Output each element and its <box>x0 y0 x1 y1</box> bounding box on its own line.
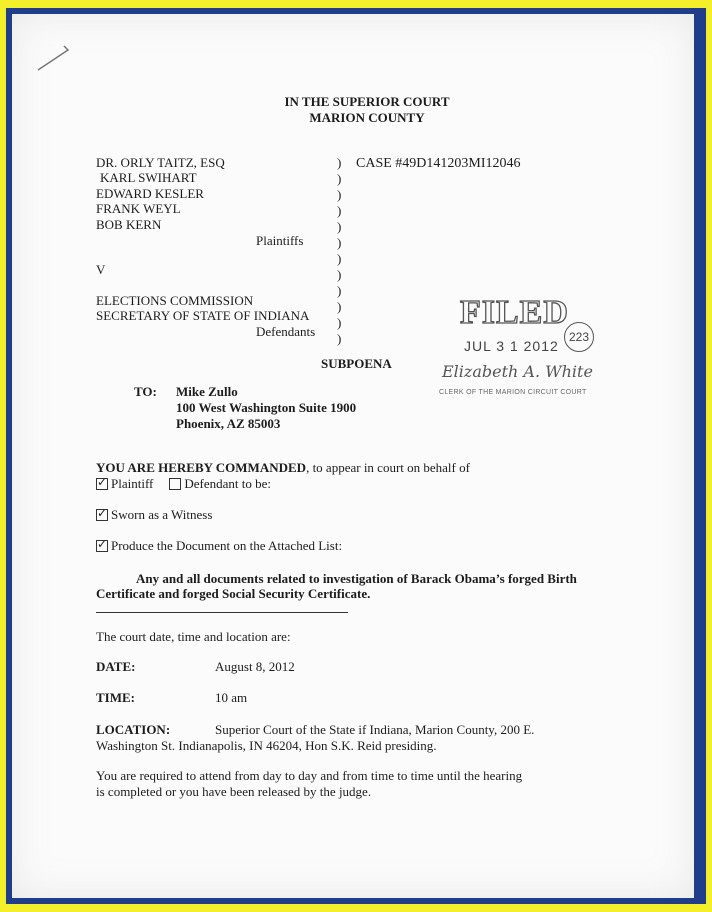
plaintiff-checkbox[interactable] <box>96 478 108 490</box>
defendant-checkbox[interactable] <box>169 478 181 490</box>
command-line <box>96 460 470 476</box>
requested-documents <box>96 571 596 601</box>
plaintiff-3: EDWARD KESLER <box>96 186 204 201</box>
attendance-notice <box>96 768 616 800</box>
defendant-1: ELECTIONS COMMISSION <box>96 293 254 308</box>
court-date-intro: The court date, time and location are: <box>96 629 291 644</box>
court-name: IN THE SUPERIOR COURT <box>284 94 450 109</box>
stamp-number: 223 <box>564 322 594 352</box>
produce-option-label: Produce the Document on the Attached List: <box>111 538 343 553</box>
versus-label: V <box>96 262 106 277</box>
divider-line <box>96 612 348 613</box>
document-page <box>12 14 694 898</box>
command-bold: YOU ARE HEREBY COMMANDED <box>96 460 307 475</box>
plaintiffs-label: Plaintiffs <box>256 233 304 248</box>
recipient-name: Mike Zullo <box>176 384 238 399</box>
plaintiff-2: KARL SWIHART <box>100 170 197 185</box>
produce-checkbox[interactable] <box>96 540 108 552</box>
attendance-line-1: You are required to attend from day to day and from time to time until the hearing <box>96 768 523 783</box>
filed-stamp: FILED <box>460 294 569 331</box>
witness-checkbox[interactable] <box>96 509 108 521</box>
witness-option-label: Sworn as a Witness <box>111 507 213 522</box>
witness-option <box>96 507 212 523</box>
case-number: CASE #49D141203MI12046 <box>356 156 521 171</box>
location-line-1: Superior Court of the State if Indiana, Marion County, 200 E. <box>215 722 535 737</box>
clerk-signature: Elizabeth A. White <box>442 362 593 381</box>
staple-mark <box>34 44 74 74</box>
defendant-2: SECRETARY OF STATE OF INDIANA <box>96 308 310 323</box>
location-block <box>96 722 616 754</box>
appearance-options <box>96 476 271 492</box>
filed-date: JUL 3 1 2012 <box>464 338 559 354</box>
defendant-option-label: Defendant to be: <box>184 476 272 491</box>
county-name: MARION COUNTY <box>309 110 425 125</box>
plaintiff-option-label: Plaintiff <box>111 476 154 491</box>
produce-option <box>96 538 342 554</box>
date-value: August 8, 2012 <box>215 659 295 674</box>
plaintiff-5: BOB KERN <box>96 217 162 232</box>
location-line-2: Washington St. Indianapolis, IN 46204, Hon S.K. Reid presiding. <box>96 738 437 753</box>
documents-line-1: Any and all documents related to investigation of Barack Obama’s forged Birth <box>136 571 577 586</box>
documents-line-2: Certificate and forged Social Security Certificate. <box>96 586 371 601</box>
location-label: LOCATION: <box>96 722 171 737</box>
document-title: SUBPOENA <box>321 356 392 371</box>
time-value: 10 am <box>215 690 248 705</box>
date-label: DATE: <box>96 659 136 674</box>
court-header <box>252 94 482 126</box>
case-bracket: ) ) ) ) ) ) ) ) ) ) ) ) <box>337 155 342 346</box>
recipient-address-1: 100 West Washington Suite 1900 <box>176 400 357 415</box>
attendance-line-2: is completed or you have been released by the judge. <box>96 784 372 799</box>
recipient-block <box>176 384 356 432</box>
plaintiff-1: DR. ORLY TAITZ, ESQ <box>96 155 225 170</box>
clerk-label: CLERK OF THE MARION CIRCUIT COURT <box>439 389 587 396</box>
plaintiff-4: FRANK WEYL <box>96 201 181 216</box>
to-label: TO: <box>134 384 157 399</box>
recipient-address-2: Phoenix, AZ 85003 <box>176 416 281 431</box>
defendants-label: Defendants <box>256 324 316 339</box>
command-rest: , to appear in court on behalf of <box>306 460 470 475</box>
time-label: TIME: <box>96 690 135 705</box>
